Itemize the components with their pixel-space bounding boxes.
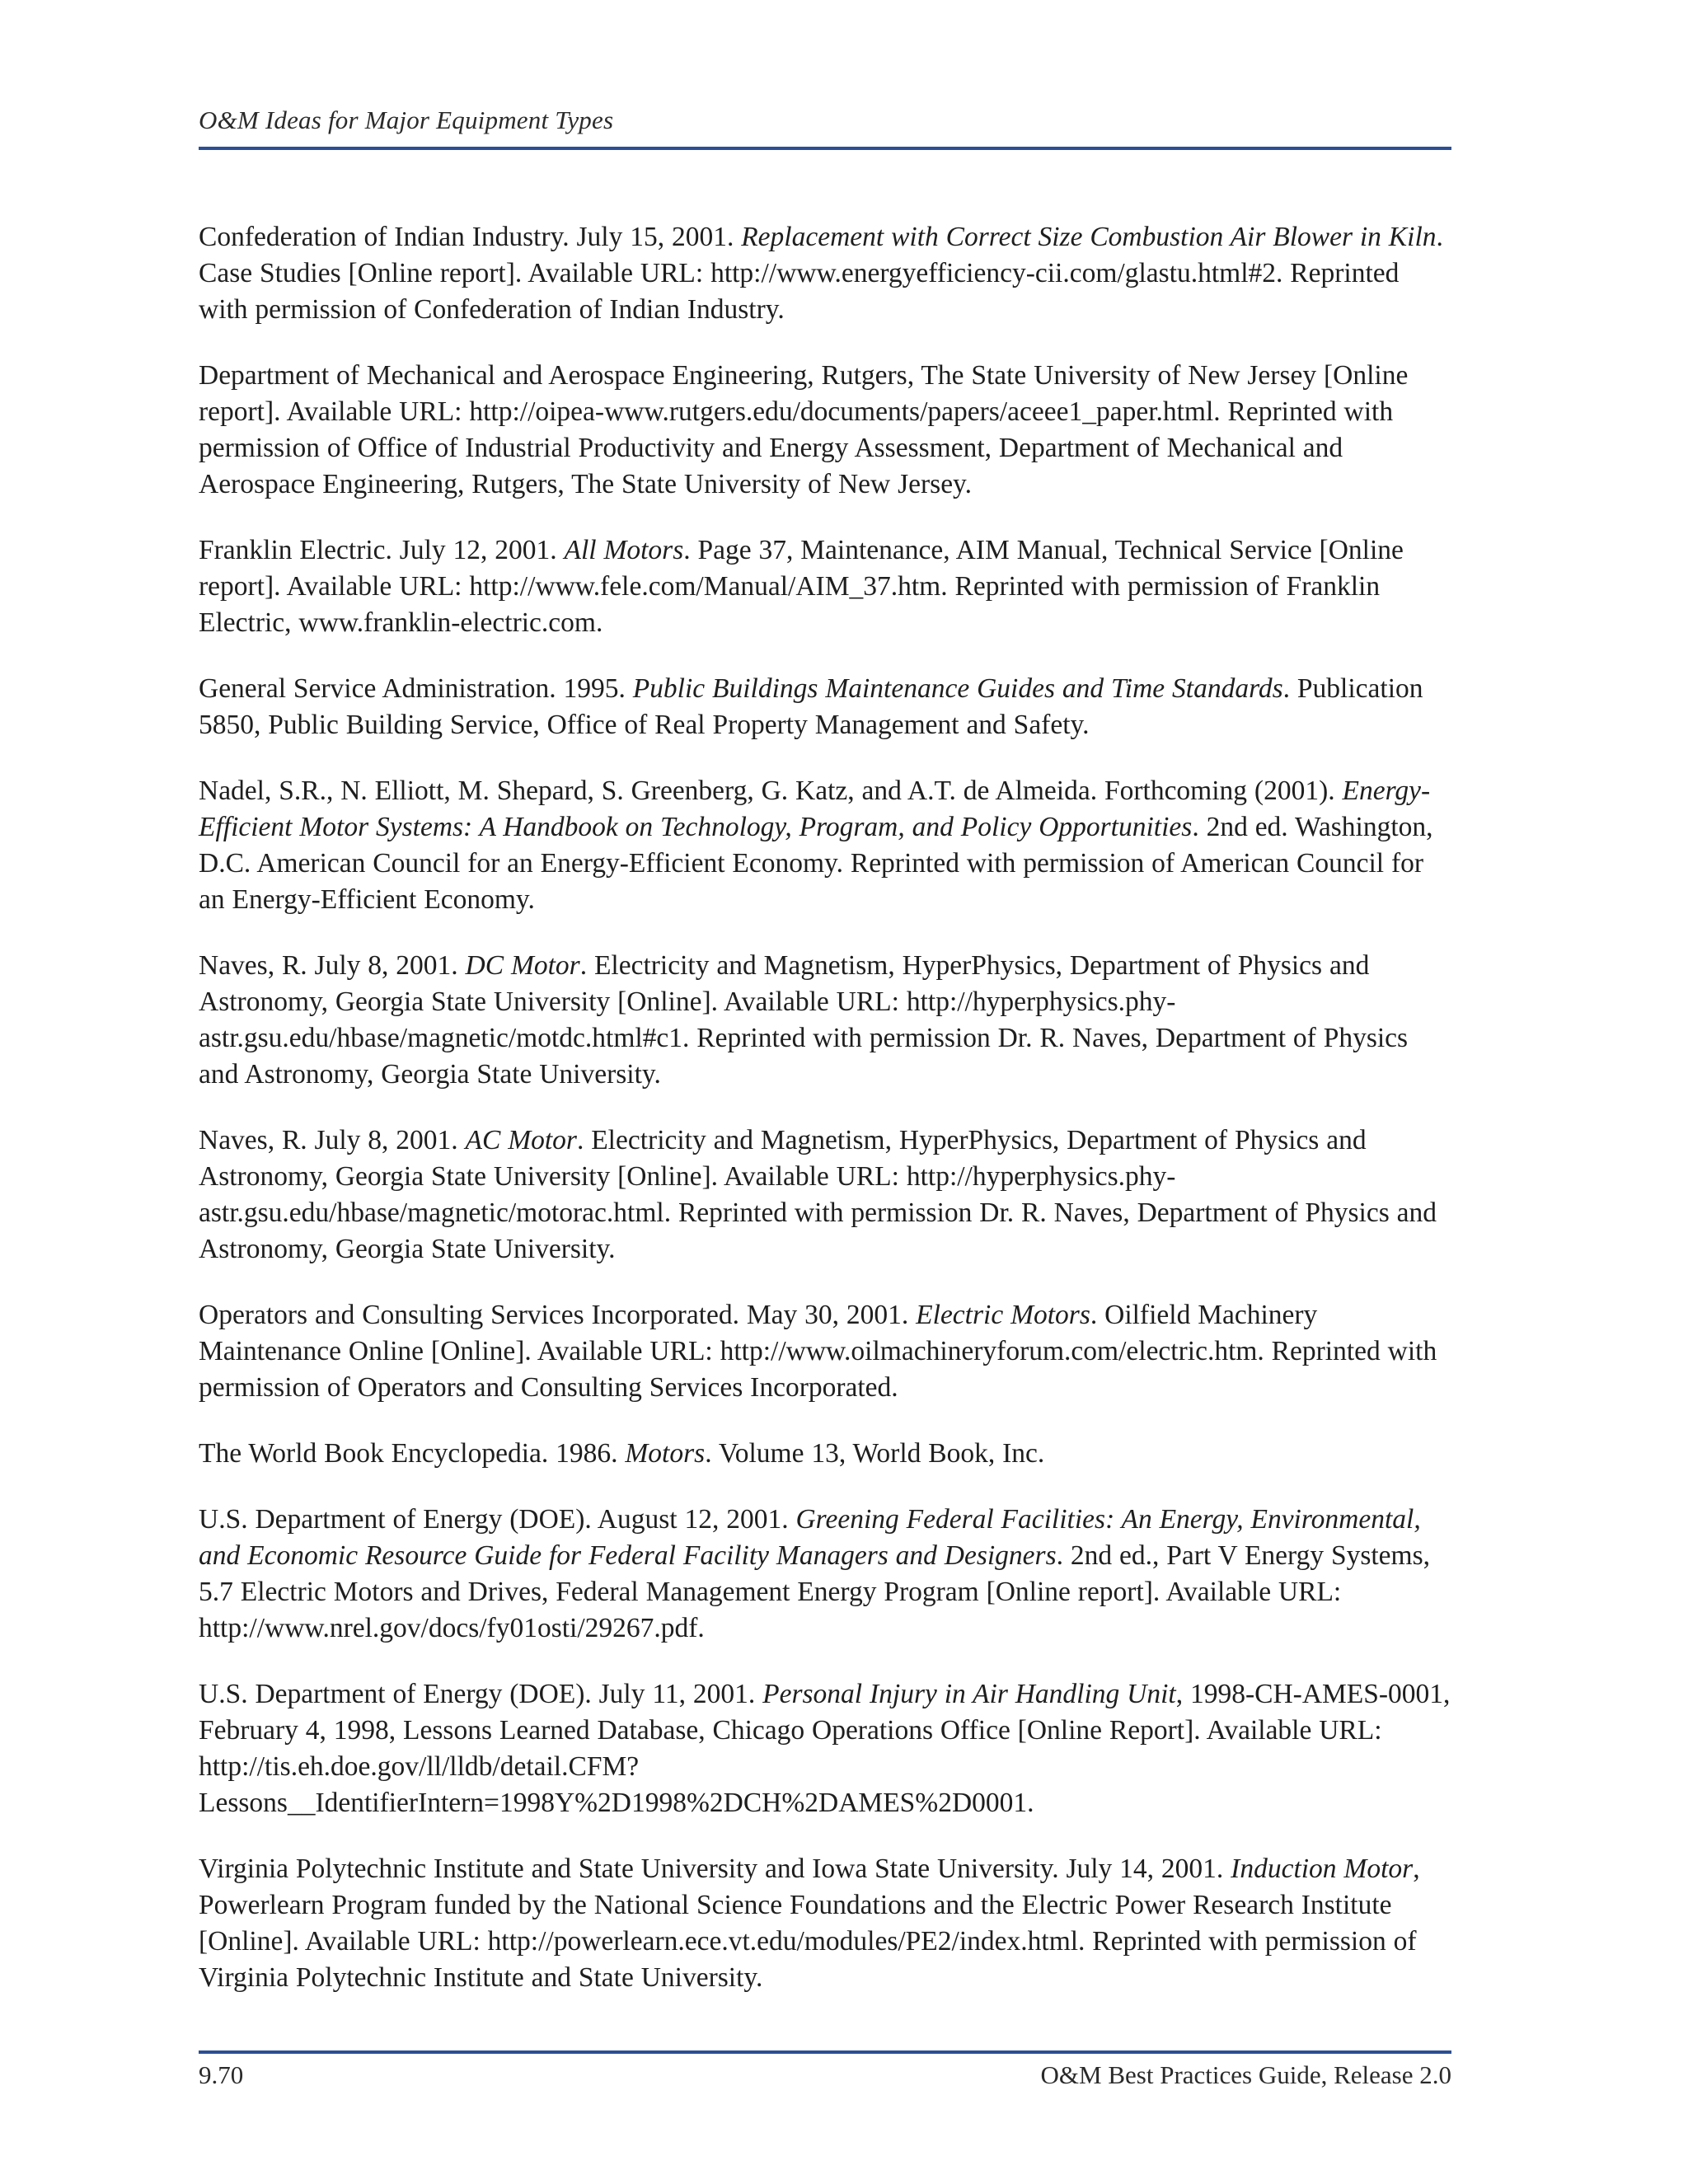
reference-title: Greening Federal Facilities: An Energy, Environmental, and Economic Resource Guide for Federal Facility Managers and Designers xyxy=(199,1504,1421,1571)
reference-entry: Operators and Consulting Services Incorporated. May 30, 2001. Electric Motors. Oilfield Machinery Maintenance Online [Online]. Available URL: http://www.oilmachineryforum.com/electric.htm. Reprinted with permission of Operators and Consulting Services Incorporated. xyxy=(199,1300,1437,1403)
reference-entry: Franklin Electric. July 12, 2001. All Motors. Page 37, Maintenance, AIM Manual, Technical Service [Online report]. Available URL: http://www.fele.com/Manual/AIM_37.htm. Reprinted with permission of Franklin Electric, www.franklin-electric.com. xyxy=(199,535,1404,638)
reference-title: Induction Motor xyxy=(1231,1854,1414,1884)
page-number: 9.70 xyxy=(199,2060,244,2089)
footer-rule xyxy=(199,2050,1451,2054)
reference-entry: The World Book Encyclopedia. 1986. Motors. Volume 13, World Book, Inc. xyxy=(199,1438,1045,1469)
reference-entry: U.S. Department of Energy (DOE). August 12, 2001. Greening Federal Facilities: An Energy, Environmental, and Economic Resource Guide for Federal Facility Managers and Designers. 2nd ed., Part V Energy Systems, 5.7 Electric Motors and Drives, Federal Management Energy Program [Online report]. Available URL: http://www.nrel.gov/docs/fy01osti/29267.pdf. xyxy=(199,1504,1431,1643)
reference-entry: Nadel, S.R., N. Elliott, M. Shepard, S. Greenberg, G. Katz, and A.T. de Almeida. Forthcoming (2001). Energy-Efficient Motor Systems: A Handbook on Technology, Program, and Policy Opportunities. 2nd ed. Washington, D.C. American Council for an Energy-Efficient Economy. Reprinted with permission of American Council for an Energy-Efficient Economy. xyxy=(199,776,1433,915)
reference-list xyxy=(199,219,1451,2026)
reference-title: AC Motor xyxy=(465,1125,577,1155)
header-rule xyxy=(199,147,1451,150)
reference-title: Electric Motors xyxy=(916,1300,1090,1330)
reference-entry: U.S. Department of Energy (DOE). July 11, 2001. Personal Injury in Air Handling Unit, 1998-CH-AMES-0001, February 4, 1998, Lessons Learned Database, Chicago Operations Office [Online Report]. Available URL: http://tis.eh.doe.gov/ll/lldb/detail.CFM?Lessons__IdentifierIntern=1998Y%2D1998%2DCH%2DAMES%2D0001. xyxy=(199,1679,1451,1818)
reference-title: Motors xyxy=(625,1438,706,1469)
footer-guide-title: O&M Best Practices Guide, Release 2.0 xyxy=(1040,2060,1451,2089)
reference-entry: Virginia Polytechnic Institute and State University and Iowa State University. July 14, 2001. Induction Motor, Powerlearn Program funded by the National Science Foundations and the Electric Power Research Institute [Online]. Available URL: http://powerlearn.ece.vt.edu/modules/PE2/index.html. Reprinted with permission of Virginia Polytechnic Institute and State University. xyxy=(199,1854,1420,1993)
reference-title: DC Motor xyxy=(465,950,580,981)
reference-entry: Naves, R. July 8, 2001. DC Motor. Electricity and Magnetism, HyperPhysics, Department of Physics and Astronomy, Georgia State University [Online]. Available URL: http://hyperphysics.phy-astr.gsu.edu/hbase/magnetic/motdc.html#c1. Reprinted with permission Dr. R. Naves, Department of Physics and Astronomy, Georgia State University. xyxy=(199,950,1409,1090)
reference-entry: Department of Mechanical and Aerospace Engineering, Rutgers, The State University of New Jersey [Online report]. Available URL: http://oipea-www.rutgers.edu/documents/papers/aceee1_paper.html. Reprinted with permission of Office of Industrial Productivity and Energy Assessment, Department of Mechanical and Aerospace Engineering, Rutgers, The State University of New Jersey. xyxy=(199,360,1409,499)
reference-title: Personal Injury in Air Handling Unit xyxy=(762,1679,1176,1709)
reference-title: All Motors xyxy=(564,535,684,565)
reference-title: Replacement with Correct Size Combustion Air Blower in Kiln xyxy=(741,222,1437,252)
reference-title: Public Buildings Maintenance Guides and Time Standards xyxy=(632,673,1283,704)
reference-title: Energy-Efficient Motor Systems: A Handbook on Technology, Program, and Policy Opportunities xyxy=(199,776,1431,842)
reference-entry: Naves, R. July 8, 2001. AC Motor. Electricity and Magnetism, HyperPhysics, Department of Physics and Astronomy, Georgia State University [Online]. Available URL: http://hyperphysics.phy-astr.gsu.edu/hbase/magnetic/motorac.html. Reprinted with permission Dr. R. Naves, Department of Physics and Astronomy, Georgia State University. xyxy=(199,1125,1437,1264)
reference-entry: General Service Administration. 1995. Public Buildings Maintenance Guides and Time Standards. Publication 5850, Public Building Service, Office of Real Property Management and Safety. xyxy=(199,673,1423,740)
reference-entry: Confederation of Indian Industry. July 15, 2001. Replacement with Correct Size Combustion Air Blower in Kiln. Case Studies [Online report]. Available URL: http://www.energyefficiency-cii.com/glastu.html#2. Reprinted with permission of Confederation of Indian Industry. xyxy=(199,222,1443,325)
running-header: O&M Ideas for Major Equipment Types xyxy=(199,105,614,134)
